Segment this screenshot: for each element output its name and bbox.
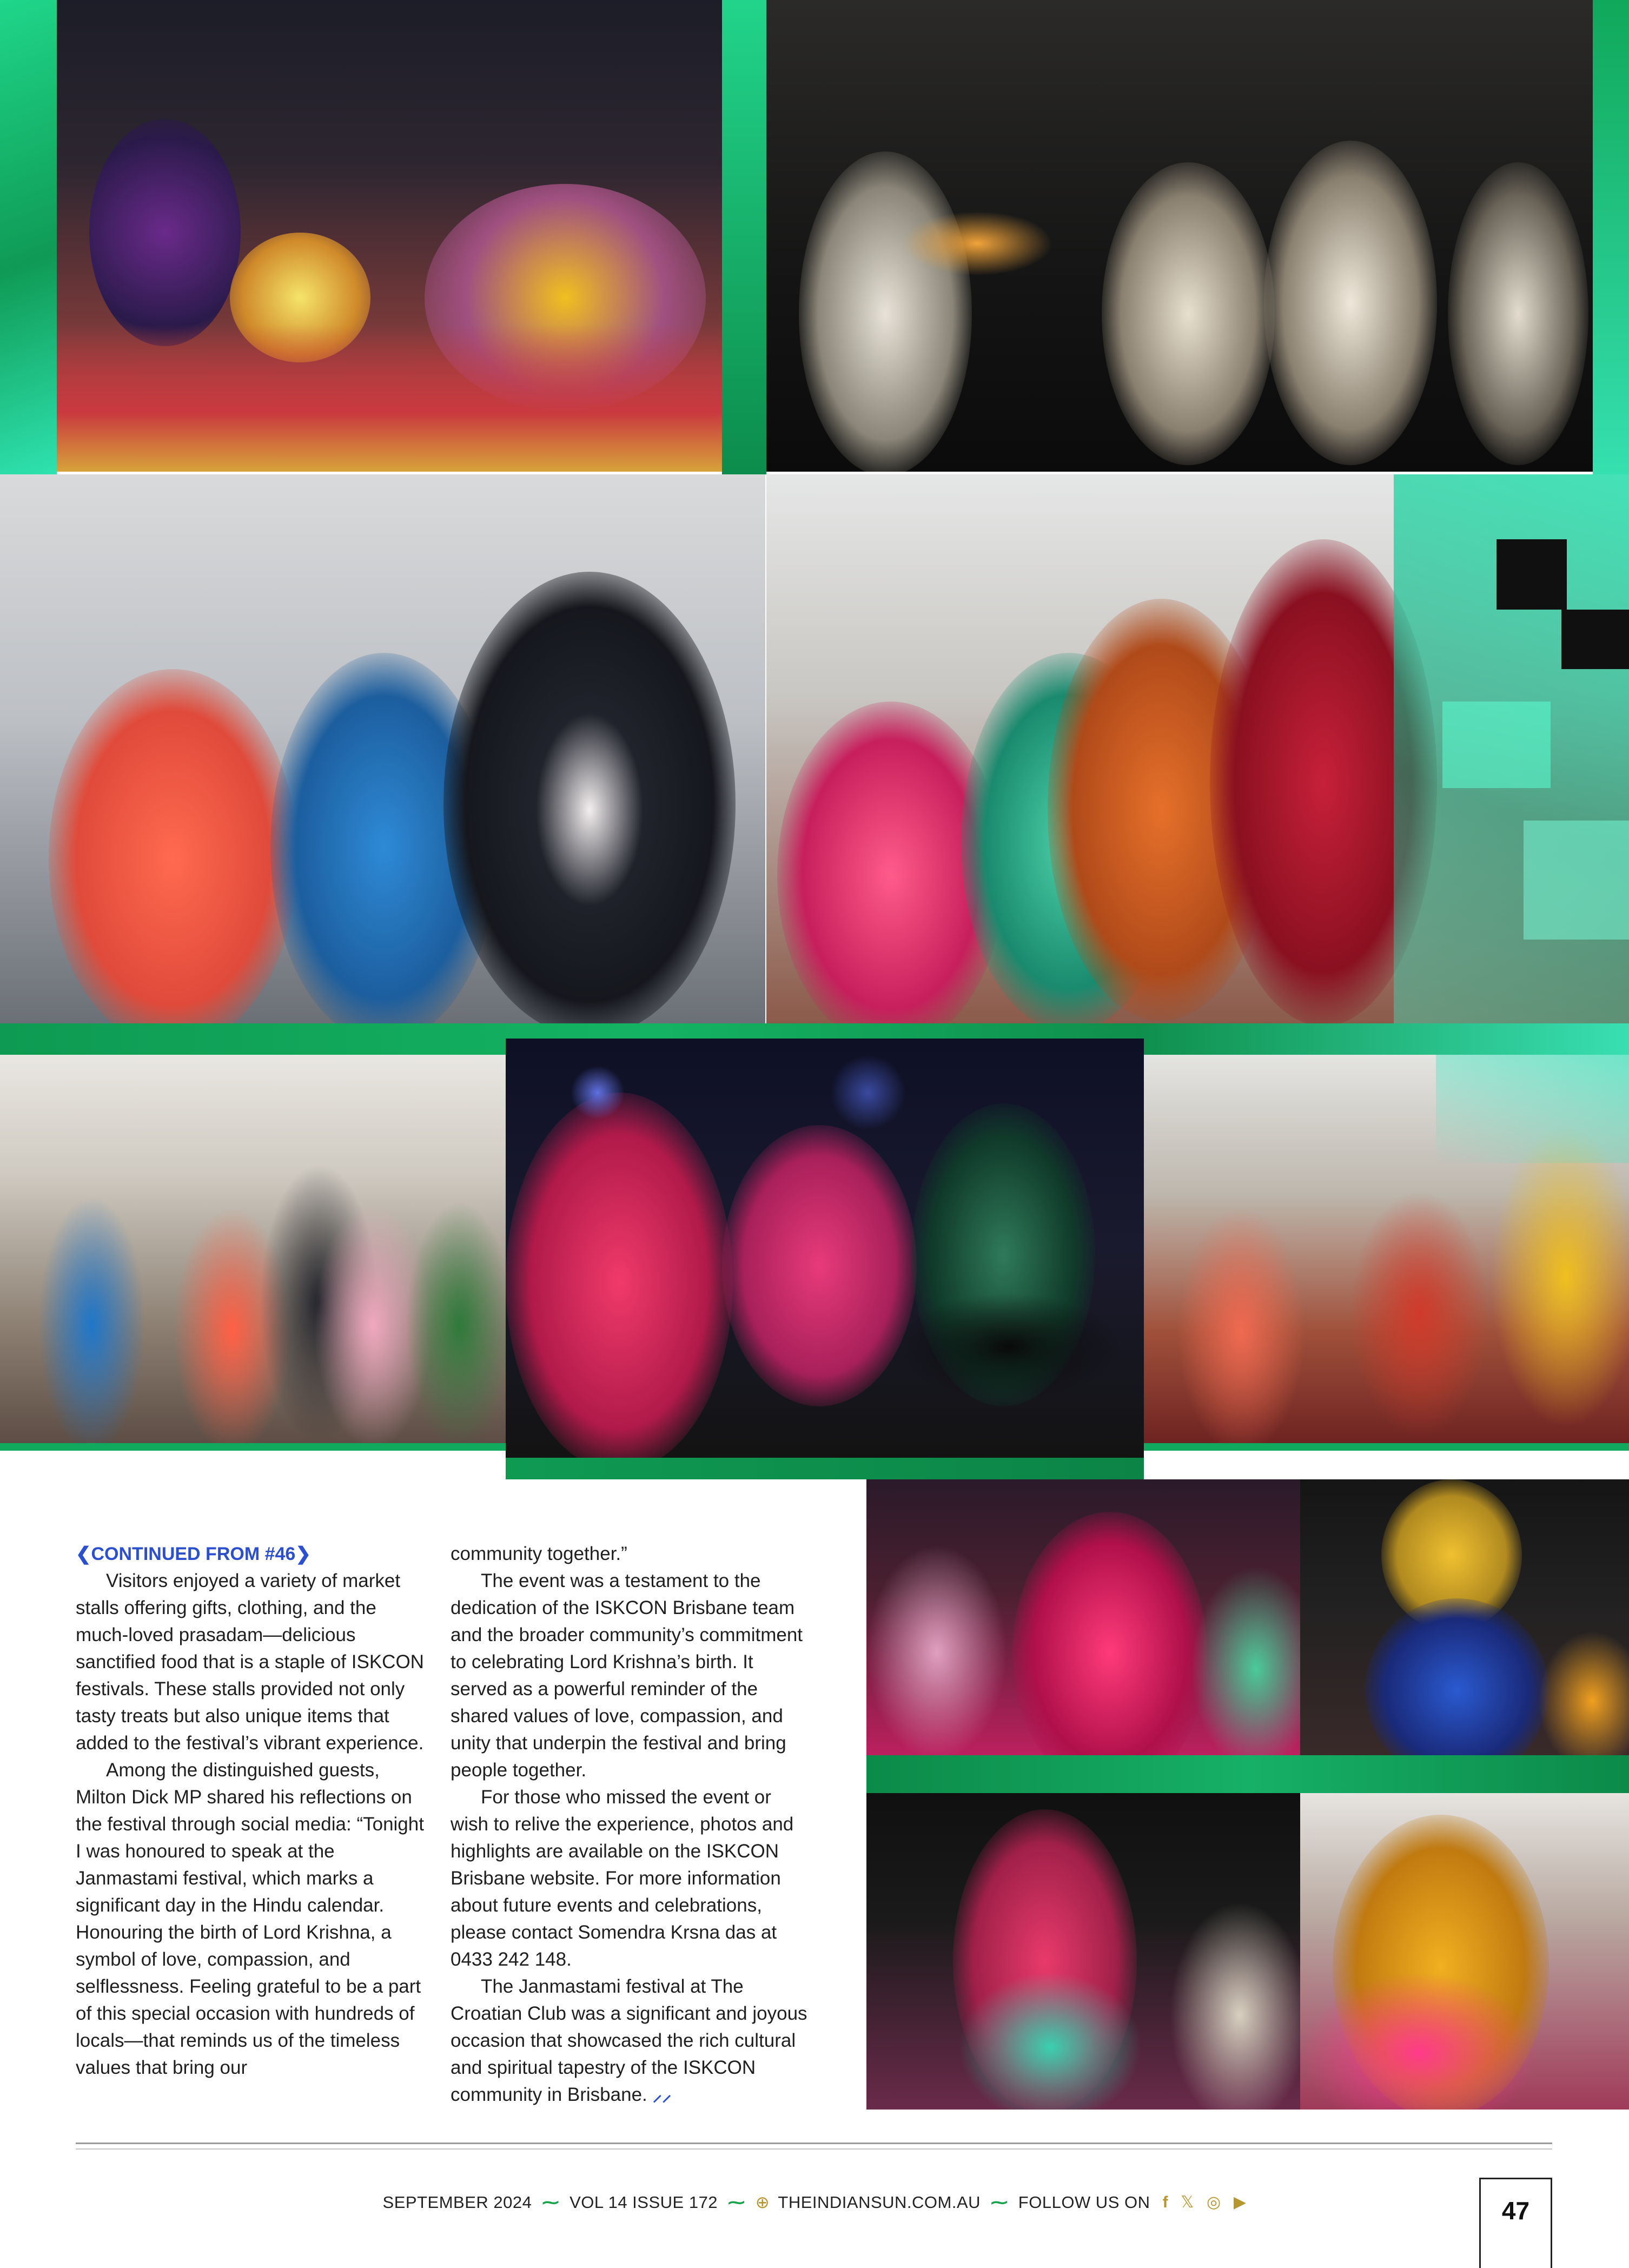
article-paragraph: The event was a testament to the dedication of the ISKCON Brisbane team and the broader community’s commitment to celebrating Lord Krishna’s birth. It served as a powerful reminder of the shared values of love, compassion, and unity that underpin the festival and bring people together. <box>451 1570 803 1781</box>
green-edge-decoration-strip <box>722 0 766 476</box>
photo-dancing-crowd-kirtan <box>1144 1055 1629 1451</box>
photo-priests-arati-ceremony <box>766 0 1593 472</box>
article-paragraph: Among the distinguished guests, Milton Dick MP shared his reflections on the festival through social media: “Tonight I was honoured to speak at the Janmastami festival, which marks a significant day in the Hindu calendar. Honouring the birth of Lord Krishna, a symbol of love, compassion, and selflessness. Feeling grateful to be a part of this special occasion with hundreds of locals—that reminds us of the timeless values that bring our <box>76 1760 424 2078</box>
green-edge-decoration <box>0 0 57 476</box>
tick-icon: ⁓ <box>542 2192 559 2212</box>
photo-devotees-dancing-altar <box>57 0 722 472</box>
footer-rule <box>76 2148 1552 2150</box>
globe-icon: ⊕ <box>755 2192 770 2212</box>
footer-follow-label: FOLLOW US ON <box>1018 2192 1150 2212</box>
end-mark-icon: ⸝⸝ <box>652 2084 672 2105</box>
green-band-grid-middle <box>866 1755 1629 1793</box>
footer-date: SEPTEMBER 2024 <box>382 2192 532 2212</box>
article-column-1 <box>76 1540 433 2081</box>
instagram-icon[interactable]: ◎ <box>1207 2193 1221 2212</box>
facebook-icon[interactable]: f <box>1162 2193 1169 2211</box>
article-paragraph: The Janmastami festival at The Croatian Club was a significant and joyous occasion that showcased the rich cultural and spiritual tapestry of the ISKCON community in Brisbane. <box>451 1976 807 2105</box>
x-icon[interactable]: 𝕏 <box>1181 2193 1194 2212</box>
footer-rule <box>76 2143 1552 2144</box>
article-paragraph: For those who missed the event or wish to relive the experience, photos and highlights are available on the ISKCON Brisbane website. For more information about future events and celebrations, please contact Somendra Krsna das at 0433 242 148. <box>451 1787 794 1970</box>
tick-icon: ⁓ <box>991 2192 1008 2212</box>
footer-issue: VOL 14 ISSUE 172 <box>570 2192 718 2212</box>
green-frame-bottom <box>506 1458 1144 1479</box>
article-paragraph: community together.” <box>451 1543 627 1564</box>
photo-child-krishna-costume <box>1300 1479 1629 1761</box>
article-column-2 <box>451 1540 807 2108</box>
page-number: 47 <box>1501 2197 1530 2225</box>
continued-from-label[interactable]: ❮CONTINUED FROM #46❯ <box>76 1544 311 1564</box>
photo-girl-dancer-pink <box>866 1479 1300 1761</box>
footer-website[interactable]: THEINDIANSUN.COM.AU <box>778 2192 981 2212</box>
photo-guests-in-hall-crowd <box>0 1055 506 1451</box>
green-edge-decoration-right <box>1593 0 1629 476</box>
youtube-icon[interactable]: ▶ <box>1233 2193 1247 2212</box>
green-band-row3-bottom-right <box>1144 1443 1629 1451</box>
photo-girl-dancer-teal-skirt <box>866 1793 1300 2110</box>
tick-icon: ⁓ <box>728 2192 745 2212</box>
article-paragraph: Visitors enjoyed a variety of market stalls offering gifts, clothing, and the much-loved prasadam—delicious sanctified food that is a staple of ISKCON festivals. These stalls provided not only tasty treats but also unique items that added to the festival’s vibrant experience. <box>76 1570 424 1754</box>
photo-girls-singing-musicians <box>506 1039 1144 1458</box>
photo-dancers-and-guests-on-stage <box>766 474 1629 1023</box>
photo-girl-dancer-yellow <box>1300 1793 1629 2110</box>
footer-bar <box>0 2192 1629 2212</box>
photo-guests-namaste-greeting <box>0 474 765 1023</box>
green-band-row3-bottom <box>0 1443 506 1451</box>
